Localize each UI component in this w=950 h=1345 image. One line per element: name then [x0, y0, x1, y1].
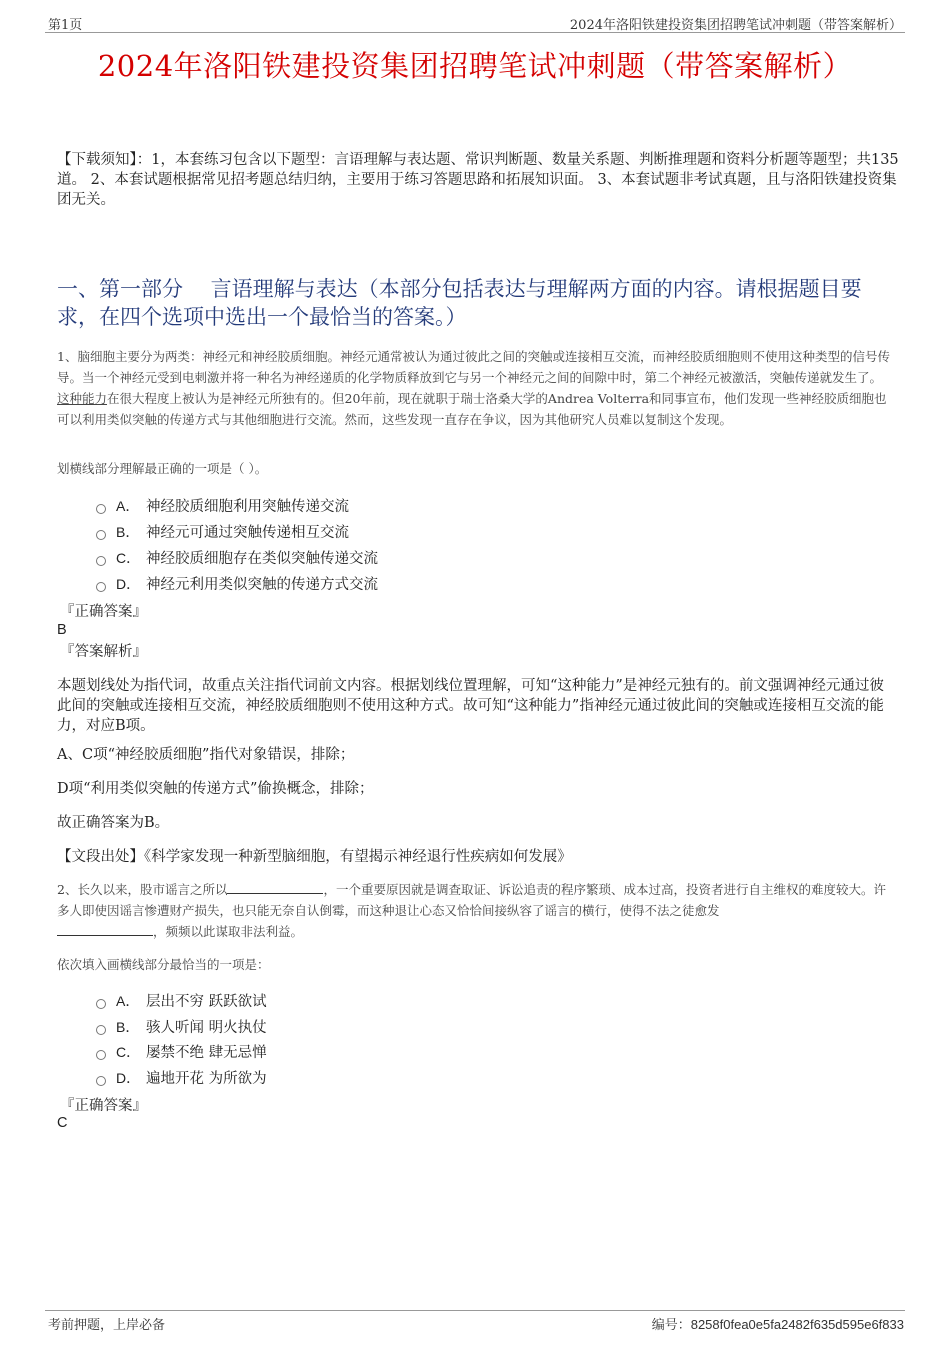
q2-option-d[interactable]: D． 遍地开花 为所欲为	[96, 1067, 267, 1089]
radio-icon[interactable]	[96, 1076, 106, 1086]
radio-icon[interactable]	[96, 1025, 106, 1035]
q1-source: 【文段出处】《科学家发现一种新型脑细胞，有望揭示神经退行性疾病如何发展》	[57, 849, 572, 865]
q1-option-c[interactable]: C． 神经胶质细胞存在类似突触传递交流	[96, 547, 378, 569]
header-doc-title: 2024年洛阳铁建投资集团招聘笔试冲刺题（带答案解析）	[569, 18, 902, 33]
q2-option-b[interactable]: B． 骇人听闻 明火执仗	[96, 1016, 267, 1038]
q1-option-d[interactable]: D． 神经元利用类似突触的传递方式交流	[96, 573, 378, 595]
question-1-text-after: 在很大程度上被认为是神经元所独有的。但20年前，现在就职于瑞士洛桑大学的Andrea Volterra和同事宣布，他们发现一些神经胶质细胞也可以利用类似突触的传递方式与其他细胞进行交流。然而，这些发现一直存在争议，因为其他研究人员难以复制这个发现。	[57, 391, 887, 427]
q1-option-a[interactable]: A． 神经胶质细胞利用突触传递交流	[96, 495, 349, 517]
question-2-text: 2、长久以来，股市谣言之所以 ，一个重要原因就是调查取证、诉讼追责的程序繁琐、成本过高，投资者进行自主维权的难度较大。许多人即使因谣言惨遭财产损失，也只能无奈自认倒霉，而这种退让心态又恰恰间接纵容了谣言的横行，使得不法之徒愈发 ，频频以此谋取非法利益。	[57, 882, 886, 939]
footer-slogan: 考前押题，上岸必备	[48, 1318, 166, 1333]
download-notice: 【下载须知】：1，本套练习包含以下题型：言语理解与表达题、常识判断题、数量关系题、判断推理题和资料分析题等题型；共135道。 2、本套试题根据常见招考题总结归纳，主要用于练习答题思路和拓展知识面。 3、本套试题非考试真题，且与洛阳铁建投资集团无关。	[57, 152, 899, 208]
footer-code: 编号：8258f0fea0e5fa2482f635d595e6f833	[651, 1317, 904, 1333]
radio-icon[interactable]	[96, 999, 106, 1009]
question-1-prompt: 划横线部分理解最正确的一项是（ ）。	[57, 461, 268, 476]
radio-icon[interactable]	[96, 504, 106, 514]
question-2-prompt: 依次填入画横线部分最恰当的一项是：	[57, 957, 270, 972]
question-1-text	[57, 346, 897, 430]
question-1-underlined: 这种能力	[57, 391, 108, 406]
q1-analysis-paragraph: 本题划线处为指代词，故重点关注指代词前文内容。根据划线位置理解，可知“这种能力”是神经元独有的。前文强调神经元通过彼此间的突触或连接相互交流，神经胶质细胞则不使用这种方式。故可知“这种能力”指神经元通过彼此间的突触或连接相互交流的能力，对应B项。	[57, 678, 884, 734]
section-title: 一、第一部分 言语理解与表达（本部分包括表达与理解两方面的内容。请根据题目要求，在四个选项中选出一个最恰当的答案。）	[57, 277, 862, 329]
radio-icon[interactable]	[96, 582, 106, 592]
q2-option-a[interactable]: A． 层出不穷 跃跃欲试	[96, 990, 267, 1012]
q2-answer-label: 『正确答案』	[60, 1098, 147, 1114]
q1-analysis-d: D项“利用类似突触的传递方式”偷换概念，排除；	[57, 781, 374, 797]
header-divider	[45, 32, 905, 33]
q1-analysis-label: 『答案解析』	[60, 644, 147, 660]
q1-analysis-conclusion: 故正确答案为B。	[57, 815, 170, 831]
q1-analysis-ac: A、C项“神经胶质细胞”指代对象错误，排除；	[57, 747, 355, 763]
radio-icon[interactable]	[96, 530, 106, 540]
q1-answer: B	[57, 622, 67, 638]
q2-answer: C	[57, 1115, 68, 1131]
fill-blank-2	[57, 923, 153, 936]
q1-answer-label: 『正确答案』	[60, 604, 147, 620]
page-number: 第1页	[48, 18, 83, 33]
q2-option-c[interactable]: C． 屡禁不绝 肆无忌惮	[96, 1041, 267, 1063]
footer-divider	[45, 1310, 905, 1311]
radio-icon[interactable]	[96, 556, 106, 566]
radio-icon[interactable]	[96, 1050, 106, 1060]
q1-option-b[interactable]: B． 神经元可通过突触传递相互交流	[96, 521, 349, 543]
page-title: 2024年洛阳铁建投资集团招聘笔试冲刺题（带答案解析）	[97, 49, 853, 83]
question-1-text-before: 1、脑细胞主要分为两类：神经元和神经胶质细胞。神经元通常被认为通过彼此之间的突触或连接相互交流，而神经胶质细胞则不使用这种类型的信号传导。当一个神经元受到电刺激并将一种名为神经递质的化学物质释放到它与另一个神经元之间的间隙中时，第二个神经元被激活，突触传递就发生了。	[57, 349, 890, 385]
fill-blank-1	[227, 881, 323, 894]
